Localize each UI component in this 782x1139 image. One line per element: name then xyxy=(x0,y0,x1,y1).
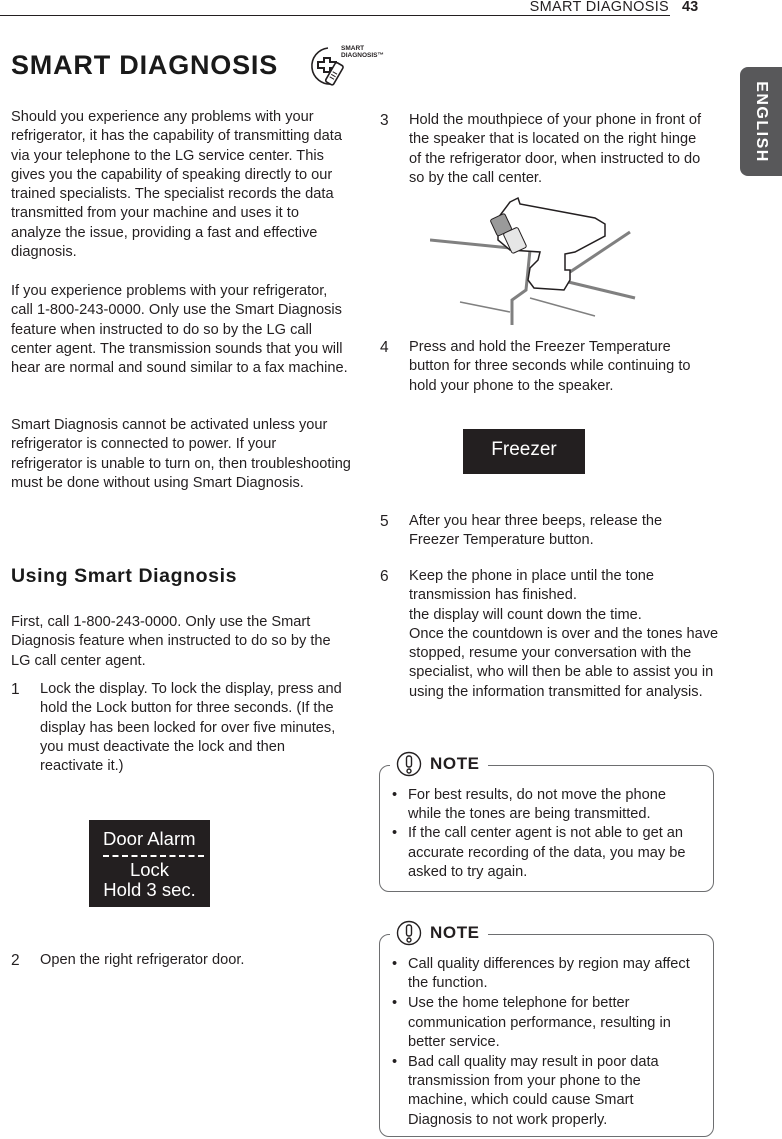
note-box-2 xyxy=(379,923,714,1137)
note-item: • If the call center agent is not able to get an accurate recording of the data, you may be asked to try again. xyxy=(380,824,700,882)
step-6 xyxy=(380,567,725,702)
page-title: SMART DIAGNOSIS xyxy=(11,50,279,80)
note-header xyxy=(390,751,488,777)
step-1 xyxy=(11,680,346,776)
note-label: NOTE xyxy=(430,754,480,773)
language-tab xyxy=(740,67,782,176)
step-text: Hold the mouthpiece of your phone in front of the speaker that is located on the right hinge of the refrigerator door, when instructed to do so by the call center. xyxy=(409,112,702,186)
step-number: 3 xyxy=(380,112,389,129)
note-item: • Call quality differences by region may affect the function. xyxy=(380,955,695,993)
step-6-text-resume: Once the countdown is over and the tones have stopped, resume your conversation with the specialist, who will then be able to assist you in using the information transmitted for analysis. xyxy=(409,625,719,700)
running-title: SMART DIAGNOSIS xyxy=(529,0,669,15)
lock-label: Lock xyxy=(129,859,170,880)
language-tab-label: ENGLISH xyxy=(753,80,770,163)
step-4 xyxy=(380,338,710,396)
exclamation-icon xyxy=(396,751,422,777)
intro-paragraph-2: If you experience problems with your refrigerator, call 1-800-243-0000. Only use the Smart Diagnosis feature when instructed to do so by the LG call center agent. The transmission sounds that you will hear are normal and sound similar to a fax machine. xyxy=(11,283,348,377)
header-rule xyxy=(0,15,670,16)
note-item: • Use the home telephone for better communication performance, resulting in better service. xyxy=(380,994,695,1052)
note-label: NOTE xyxy=(430,923,480,942)
panel-divider xyxy=(103,855,204,857)
using-intro: First, call 1-800-243-0000. Only use the Smart Diagnosis feature when instructed to do so by the LG call center agent. xyxy=(11,614,331,669)
page-number: 43 xyxy=(682,0,699,15)
step-3 xyxy=(380,111,710,188)
note-item: • For best results, do not move the phone while the tones are being transmitted. xyxy=(380,786,700,824)
note-header xyxy=(390,920,488,946)
exclamation-icon xyxy=(396,920,422,946)
note-item: • Bad call quality may result in poor data transmission from your phone to the machine, which could cause Smart Diagnosis to not work properly. xyxy=(380,1053,695,1130)
intro-paragraph-3: Smart Diagnosis cannot be activated unless your refrigerator is connected to power. If your refrigerator is unable to turn on, then troubleshooting must be done without using Smart Diagnosis. xyxy=(11,417,351,491)
door-alarm-label: Door Alarm xyxy=(103,828,196,849)
step-number: 4 xyxy=(380,339,389,356)
door-alarm-lock-panel xyxy=(89,820,210,907)
note-list xyxy=(380,955,695,1130)
step-number: 5 xyxy=(380,513,389,530)
phone-at-hinge-illustration xyxy=(430,190,640,330)
step-5 xyxy=(380,512,710,551)
step-text: Open the right refrigerator door. xyxy=(40,952,245,968)
step-text: After you hear three beeps, release the Freezer Temperature button. xyxy=(409,513,663,549)
step-number: 6 xyxy=(380,568,389,585)
step-6-text-countdown: the display will count down the time. xyxy=(409,606,642,623)
step-2 xyxy=(11,951,346,970)
step-number: 1 xyxy=(11,681,20,698)
smart-diagnosis-logo-icon xyxy=(306,42,386,90)
logo-text-line2: DIAGNOSIS™ xyxy=(341,52,384,59)
step-text xyxy=(409,567,725,702)
intro-paragraph-1: Should you experience any problems with your refrigerator, it has the capability of transmitting data via your telephone to the LG service center. This gives you the capability of speaking directly to our trained specialists. The specialist records the data transmitted from your machine and uses it to analyze the issue, providing a fast and effective diagnosis. xyxy=(11,109,342,261)
step-text: Press and hold the Freezer Temperature button for three seconds while continuing to hold your phone to the speaker. xyxy=(409,339,691,394)
logo-text-line1: SMART xyxy=(341,45,365,52)
note-list xyxy=(380,786,700,882)
freezer-button-panel xyxy=(463,429,585,474)
freezer-label: Freezer xyxy=(491,439,557,460)
step-number: 2 xyxy=(11,952,20,969)
step-text: Lock the display. To lock the display, press and hold the Lock button for three seconds. (If the display has been locked for over five minutes, you must deactivate the lock and then reactivate it.) xyxy=(40,681,342,775)
note-box-1 xyxy=(379,754,714,892)
section-heading: Using Smart Diagnosis xyxy=(11,565,238,587)
hold-label: Hold 3 sec. xyxy=(103,879,196,900)
step-6-text-main: Keep the phone in place until the tone transmission has finished. xyxy=(409,568,655,604)
